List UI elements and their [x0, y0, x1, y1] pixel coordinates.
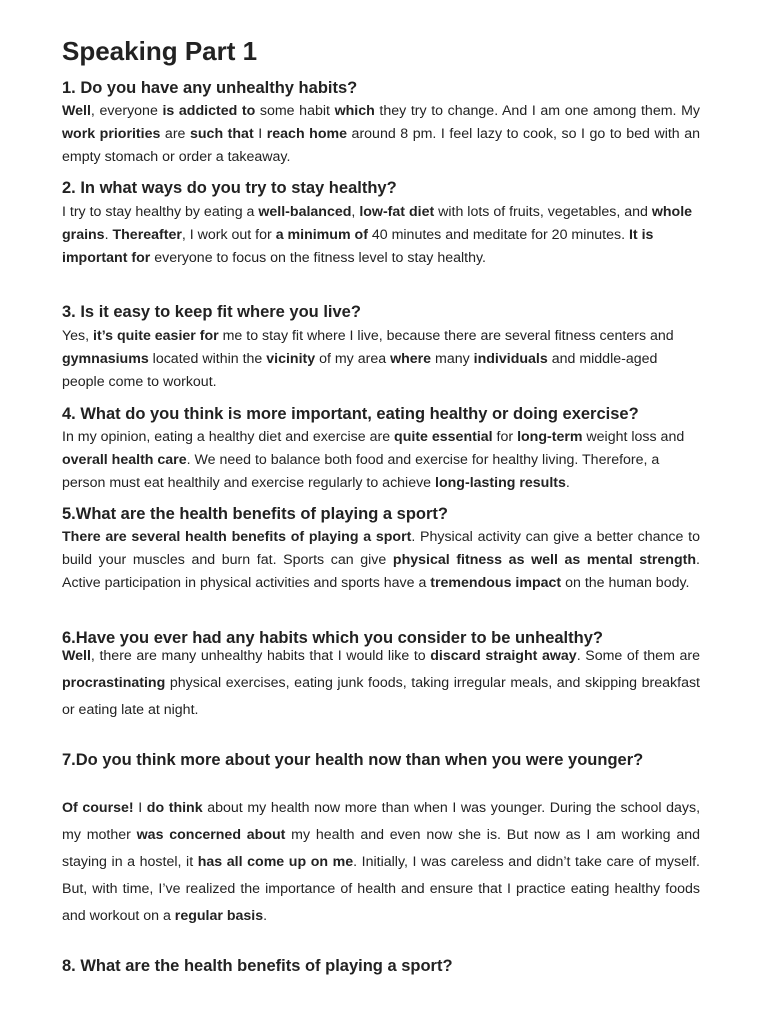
- bold-phrase: whole grains: [62, 204, 693, 243]
- answer-text: . Physical activity can give a better chance to build your muscles and burn fat. Sports can give: [62, 529, 700, 568]
- answer-6: [62, 643, 700, 724]
- answer-text: around 8 pm. I feel lazy to cook, so I go to bed with an empty stomach or order a takeaway.: [62, 126, 701, 165]
- answer-text: .: [565, 475, 570, 491]
- answer-text: they try to change. And I am one among them. My: [374, 103, 700, 119]
- answer-text: located within the: [148, 351, 267, 367]
- answer-text: I: [133, 800, 147, 816]
- answer-7: [62, 795, 700, 930]
- bold-phrase: Thereafter: [112, 227, 182, 243]
- answer-text: In my opinion, eating a healthy diet and exercise are: [62, 429, 395, 445]
- bold-phrase: work priorities: [62, 126, 161, 142]
- bold-phrase: which: [334, 103, 375, 119]
- bold-phrase: was concerned about: [136, 827, 286, 843]
- bold-phrase: physical fitness as well as mental strength: [392, 552, 697, 568]
- bold-phrase: discard straight away: [430, 648, 577, 664]
- answer-text: .: [263, 908, 268, 924]
- bold-phrase: a minimum of: [275, 227, 368, 243]
- bold-phrase: well-balanced: [258, 204, 352, 220]
- bold-phrase: Well: [62, 648, 91, 664]
- answer-text: weight loss and: [582, 429, 685, 445]
- bold-phrase: long-lasting results: [435, 475, 566, 491]
- answer-text: .: [104, 227, 113, 243]
- answer-5: [62, 526, 700, 595]
- question-6: 6.Have you ever had any habits which you consider to be unhealthy?: [62, 629, 603, 647]
- bold-phrase: overall health care: [62, 452, 187, 468]
- answer-text: my health and even now she is. But now as I am working and staying in a hostel, it: [62, 827, 700, 870]
- bold-phrase: tremendous impact: [430, 575, 562, 591]
- bold-phrase: regular basis: [174, 908, 264, 924]
- bold-phrase: such that: [190, 126, 254, 142]
- answer-text: , everyone: [90, 103, 163, 119]
- bold-phrase: Of course!: [62, 800, 134, 816]
- bold-phrase: is addicted to: [162, 103, 256, 119]
- answer-text: everyone to focus on the fitness level to stay healthy.: [150, 250, 486, 266]
- answer-1: [62, 100, 700, 169]
- bold-phrase: do think: [146, 800, 203, 816]
- bold-phrase: individuals: [473, 351, 548, 367]
- answer-text: . We need to balance both food and exercise for healthy living. Therefore, a person must eat healthily and exercise regularly to achieve: [62, 452, 660, 491]
- question-8: 8. What are the health benefits of playing a sport?: [62, 957, 453, 975]
- bold-phrase: gymnasiums: [62, 351, 149, 367]
- question-3: 3. Is it easy to keep fit where you live?: [62, 303, 361, 321]
- bold-phrase: where: [390, 351, 432, 367]
- answer-text: . Active participation in physical activities and sports have a: [62, 552, 700, 591]
- bold-phrase: has all come up on me: [197, 854, 354, 870]
- answer-text: about my health now more than when I was younger. During the school days, my mother: [62, 800, 701, 843]
- answer-text: I: [253, 126, 267, 142]
- answer-text: ,: [351, 204, 360, 220]
- answer-3: [62, 325, 700, 394]
- question-4: 4. What do you think is more important, eating healthy or doing exercise?: [62, 405, 639, 423]
- answer-text: with lots of fruits, vegetables, and: [434, 204, 652, 220]
- answer-text: some habit: [255, 103, 335, 119]
- answer-text: , there are many unhealthy habits that I would like to: [90, 648, 431, 664]
- answer-text: on the human body.: [561, 575, 690, 591]
- answer-text: of my area: [315, 351, 391, 367]
- answer-4: [62, 426, 700, 495]
- bold-phrase: long-term: [517, 429, 583, 445]
- bold-phrase: low-fat diet: [359, 204, 435, 220]
- answer-text: for: [492, 429, 518, 445]
- bold-phrase: It is important for: [62, 227, 654, 266]
- bold-phrase: quite essential: [394, 429, 493, 445]
- answer-2: [62, 201, 700, 270]
- question-7: 7.Do you think more about your health now than when you were younger?: [62, 751, 644, 769]
- answer-text: many: [431, 351, 474, 367]
- question-5: 5.What are the health benefits of playing a sport?: [62, 505, 448, 523]
- bold-phrase: reach home: [266, 126, 347, 142]
- question-1: 1. Do you have any unhealthy habits?: [62, 79, 358, 97]
- answer-text: and middle-aged people come to workout.: [62, 351, 658, 390]
- answer-text: are: [160, 126, 190, 142]
- bold-phrase: Well: [62, 103, 91, 119]
- answer-text: me to stay fit where I live, because there are several fitness centers and: [218, 328, 674, 344]
- answer-text: . Some of them are: [576, 648, 700, 664]
- bold-phrase: procrastinating: [62, 675, 166, 691]
- bold-phrase: There are several health benefits of playing a sport: [62, 529, 412, 545]
- bold-phrase: it’s quite easier for: [93, 328, 219, 344]
- answer-text: 40 minutes and meditate for 20 minutes.: [367, 227, 629, 243]
- answer-text: . Initially, I was careless and didn’t take care of myself. But, with time, I’ve realized the importance of health and ensure that I practice eating healthy foods and workout on a: [62, 854, 700, 924]
- question-2: 2. In what ways do you try to stay healthy?: [62, 179, 397, 197]
- page-title: Speaking Part 1: [62, 36, 258, 66]
- answer-text: physical exercises, eating junk foods, taking irregular meals, and skipping breakfast or eating late at night.: [62, 675, 700, 718]
- answer-text: , I work out for: [181, 227, 276, 243]
- bold-phrase: vicinity: [266, 351, 316, 367]
- answer-text: I try to stay healthy by eating a: [62, 204, 259, 220]
- answer-text: Yes,: [62, 328, 94, 344]
